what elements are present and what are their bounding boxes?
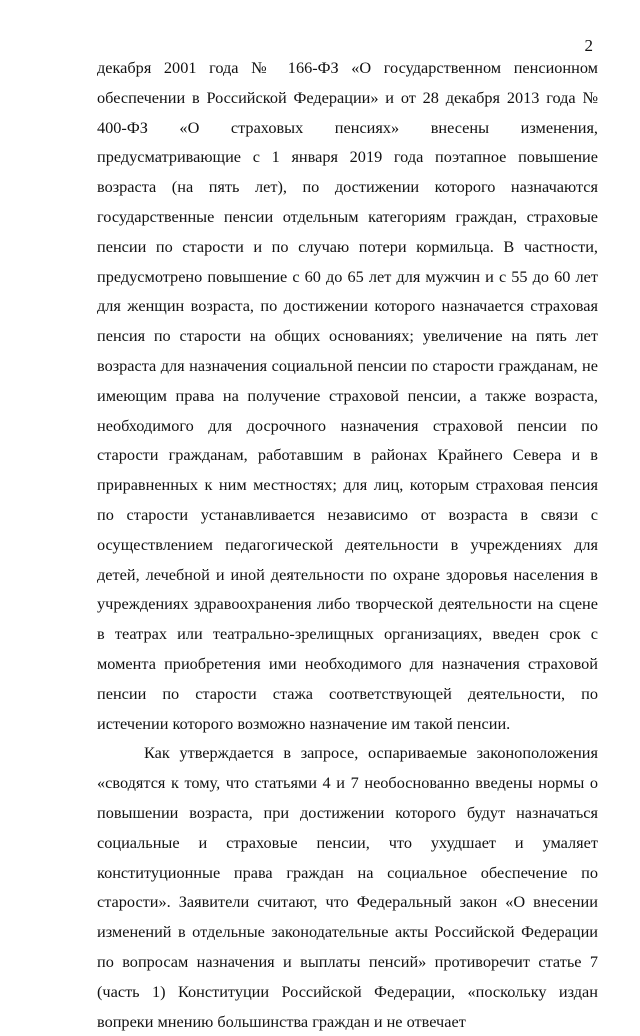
page-number: 2: [584, 36, 593, 55]
document-body: [97, 53, 598, 1036]
paragraph-continuation: декабря 2001 года № 166-ФЗ «О государственном пенсионном обеспечении в Российской Федерации» и от 28 декабря 2013 года № 400-ФЗ «О страховых пенсиях» внесены изменения, предусматривающие с 1 января 2019 года поэтапное повышение возраста (на пять лет), по достижении которого назначаются государственные пенсии отдельным категориям граждан, страховые пенсии по старости и по случаю потери кормильца. В частности, предусмотрено повышение с 60 до 65 лет для мужчин и с 55 до 60 лет для женщин возраста, по достижении которого назначается страховая пенсия по старости на общих основаниях; увеличение на пять лет возраста для назначения социальной пенсии по старости гражданам, не имеющим права на получение страховой пенсии, а также возраста, необходимого для досрочного назначения страховой пенсии по старости гражданам, работавшим в районах Крайнего Севера и в приравненных к ним местностях; для лиц, которым страховая пенсия по старости устанавливается независимо от возраста в связи с осуществлением педагогической деятельности в учреждениях для детей, лечебной и иной деятельности по охране здоровья населения в учреждениях здравоохранения либо творческой деятельности на сцене в театрах или театрально-зрелищных организациях, введен срок с момента приобретения ими необходимого для назначения страховой пенсии по старости стажа соответствующей деятельности, по истечении которого возможно назначение им такой пенсии.: [97, 58, 598, 733]
paragraph-request-claims: Как утверждается в запросе, оспариваемые законоположения «сводятся к тому, что статьями 4 и 7 необоснованно введены нормы о повышении возраста, при достижении которого будут назначаться социальные и страховые пенсии, что ухудшает и умаляет конституционные права граждан на социальное обеспечение по старости». Заявители считают, что Федеральный закон «О внесении изменений в отдельные законодательные акты Российской Федерации по вопросам назначения и выплаты пенсий» противоречит статье 7 (часть 1) Конституции Российской Федерации, «поскольку издан вопреки мнению большинства граждан и не отвечает: [97, 743, 598, 1031]
